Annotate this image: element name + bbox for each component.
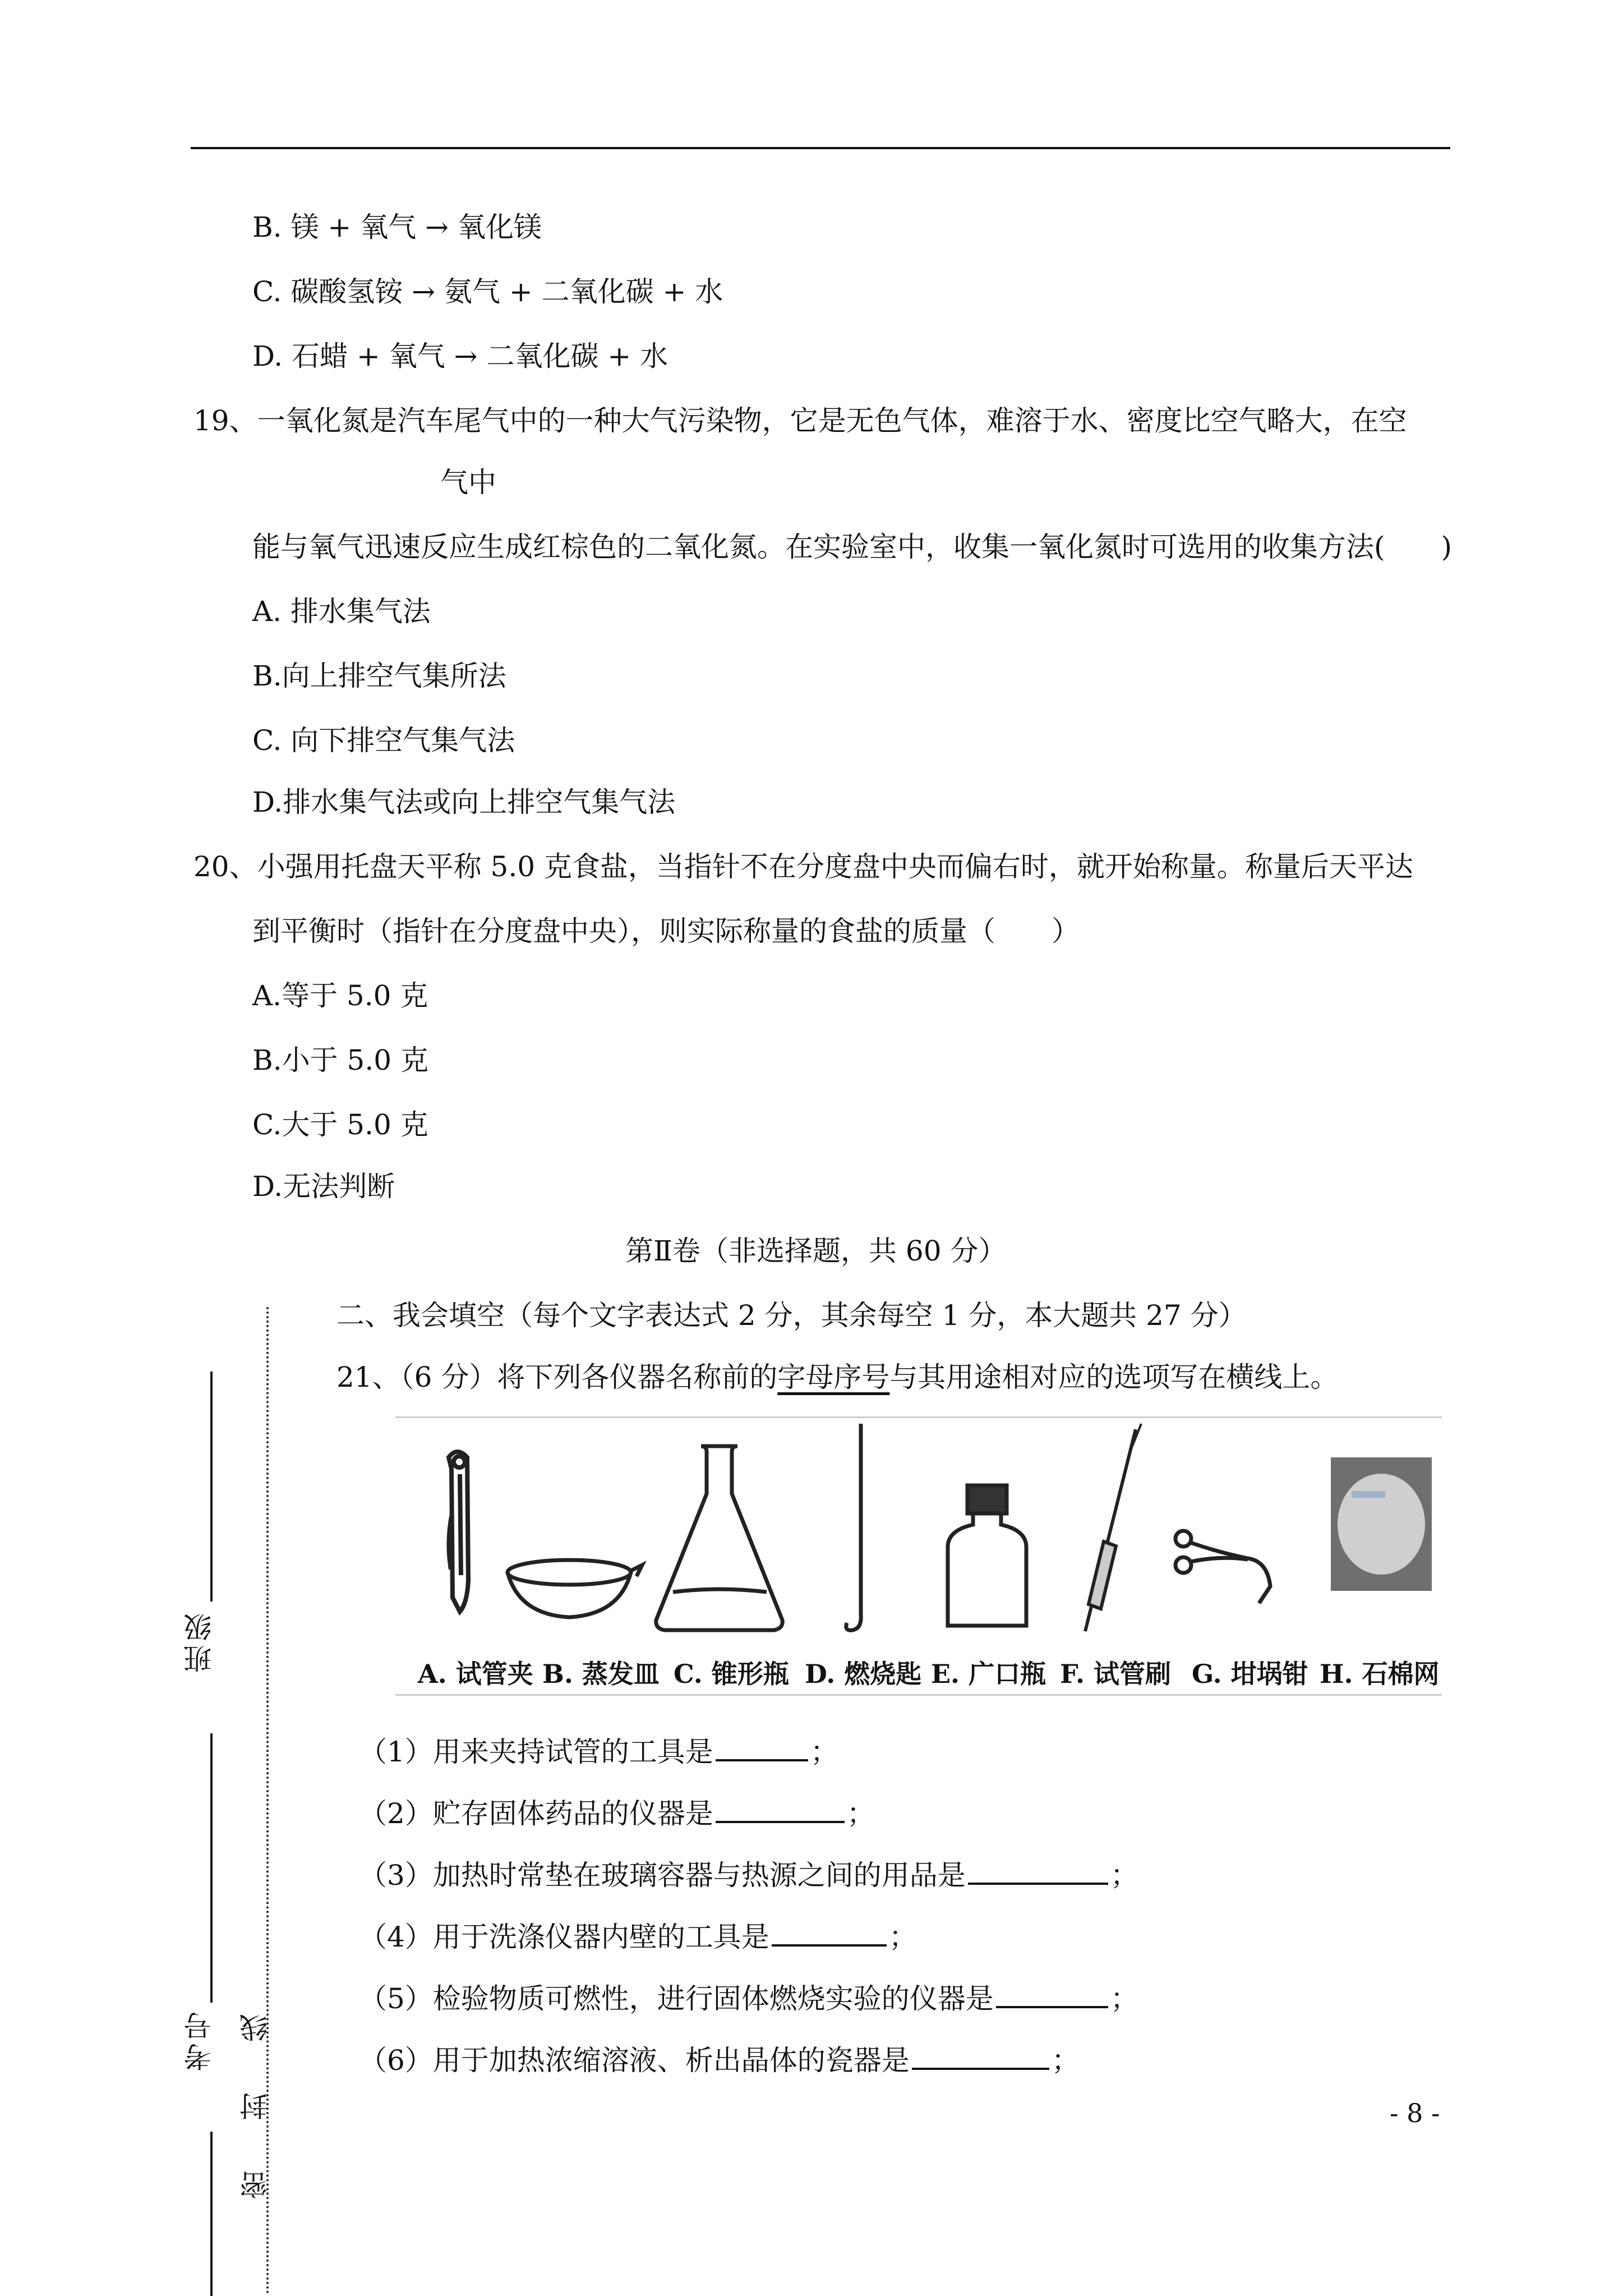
- q21-sub-2-text: （2）贮存固体药品的仪器是: [359, 1797, 713, 1830]
- q19-stem-line1: 19、一氧化氮是汽车尾气中的一种大气污染物，它是无色气体，难溶于水、密度比空气略大，在空: [193, 404, 1407, 437]
- q21-sub-2: [359, 1795, 875, 1830]
- crucible-tongs-icon: [1175, 1531, 1270, 1603]
- q19-stem-line2: 气中: [440, 466, 496, 499]
- header-rule: [191, 147, 1450, 149]
- q20-stem-line1: 20、小强用托盘天平称 5.0 克食盐，当指针不在分度盘中央而偏右时，就开始称量。称量后天平达: [193, 850, 1413, 883]
- q20-option-a: A.等于 5.0 克: [252, 979, 428, 1012]
- q21-sub-4-end: ；: [888, 1921, 917, 1953]
- apparatus-label-e: E. 广口瓶: [931, 1659, 1046, 1689]
- answer-blank-6[interactable]: [912, 2042, 1049, 2070]
- answer-blank-4[interactable]: [772, 1918, 887, 1947]
- q21-sub-4-text: （4）用于洗涤仪器内壁的工具是: [359, 1921, 769, 1953]
- conical-flask-icon: [656, 1446, 782, 1630]
- class-write-line: [210, 1372, 213, 1602]
- q18-option-c: C. 碳酸氢铵 → 氨气 + 二氧化碳 + 水: [252, 275, 723, 308]
- q20-option-b: B.小于 5.0 克: [252, 1044, 428, 1076]
- apparatus-label-b: B. 蒸发皿: [542, 1659, 660, 1689]
- apparatus-label-g: G. 坩埚钳: [1192, 1659, 1308, 1689]
- q20-option-d: D.无法判断: [252, 1170, 395, 1203]
- part2-section-heading: 二、我会填空（每个文字表达式 2 分，其余每空 1 分，本大题共 27 分）: [336, 1299, 1247, 1332]
- q21-sub-1-text: （1）用来夹持试管的工具是: [359, 1736, 713, 1768]
- q20-option-c: C.大于 5.0 克: [252, 1108, 428, 1141]
- q21-sub-3-end: ；: [1110, 1859, 1138, 1892]
- answer-blank-5[interactable]: [996, 1980, 1108, 2008]
- test-tube-brush-icon: [1085, 1424, 1141, 1631]
- apparatus-image-strip: [395, 1416, 1442, 1696]
- answer-blank-1[interactable]: [716, 1733, 808, 1761]
- q18-option-b: B. 镁 + 氧气 → 氧化镁: [252, 211, 542, 243]
- q21-sub-6: [359, 2042, 1080, 2077]
- q18-option-d: D. 石蜡 + 氧气 → 二氧化碳 + 水: [252, 340, 668, 372]
- exam-no-write-line: [210, 1733, 213, 2003]
- q21-sub-1-end: ；: [810, 1736, 838, 1768]
- page-number: - 8 -: [1390, 2098, 1440, 2128]
- answer-blank-2[interactable]: [716, 1795, 845, 1823]
- q21-sub-6-end: ；: [1051, 2044, 1080, 2077]
- apparatus-label-f: F. 试管刷: [1060, 1659, 1172, 1689]
- exam-no-label: 考号: [183, 2008, 216, 2071]
- q21-sub-5: [359, 1980, 1138, 2016]
- apparatus-label-a: A. 试管夹: [418, 1659, 533, 1689]
- answer-blank-3[interactable]: [968, 1857, 1108, 1885]
- evaporating-dish-icon: [508, 1560, 642, 1617]
- q21-sub-5-text: （5）检验物质可燃性，进行固体燃烧实验的仪器是: [359, 1982, 994, 2015]
- q19-option-a: A. 排水集气法: [252, 595, 431, 628]
- q21-sub-5-end: ；: [1110, 1982, 1138, 2015]
- part2-title: 第Ⅱ卷（非选择题，共 60 分）: [625, 1235, 1007, 1267]
- q21-sub-1: [359, 1733, 838, 1769]
- q21-stem: [336, 1360, 1338, 1394]
- q21-sub-2-end: ；: [846, 1797, 875, 1830]
- q21-stem-prefix: 21、（6 分）将下列各仪器名称前的: [336, 1361, 778, 1393]
- q19-option-c: C. 向下排空气集气法: [252, 724, 515, 757]
- q19-option-d: D.排水集气法或向上排空气集气法: [252, 786, 676, 818]
- q21-sub-3: [359, 1857, 1138, 1892]
- apparatus-label-c: C. 锥形瓶: [674, 1659, 789, 1689]
- q21-sub-6-text: （6）用于加热浓缩溶液、析出晶体的瓷器是: [359, 2044, 910, 2077]
- test-tube-clamp-icon: [448, 1452, 468, 1612]
- bottom-write-line: [210, 2132, 213, 2296]
- wide-mouth-bottle-icon: [948, 1485, 1026, 1626]
- seal-line-label: 密 封 线: [239, 2003, 272, 2199]
- q21-stem-suffix: 与其用途相对应的选项写在横线上。: [889, 1361, 1339, 1393]
- q20-stem-line2: 到平衡时（指针在分度盘中央），则实际称量的食盐的质量（ ）: [252, 915, 1080, 947]
- class-label: 班级: [183, 1610, 216, 1673]
- apparatus-label-h: H. 石棉网: [1320, 1659, 1440, 1689]
- q21-sub-4: [359, 1918, 917, 1954]
- q21-sub-3-text: （3）加热时常垫在玻璃容器与热源之间的用品是: [359, 1859, 966, 1892]
- apparatus-label-d: D. 燃烧匙: [805, 1659, 922, 1689]
- asbestos-gauze-icon: [1331, 1457, 1432, 1591]
- combustion-spoon-icon: [846, 1424, 861, 1630]
- q21-stem-underlined: 字母序号: [777, 1361, 890, 1393]
- q19-stem-line3: 能与氧气迅速反应生成红棕色的二氧化氮。在实验室中，收集一氧化氮时可选用的收集方法( ): [252, 531, 1453, 563]
- q19-option-b: B.向上排空气集所法: [252, 660, 506, 692]
